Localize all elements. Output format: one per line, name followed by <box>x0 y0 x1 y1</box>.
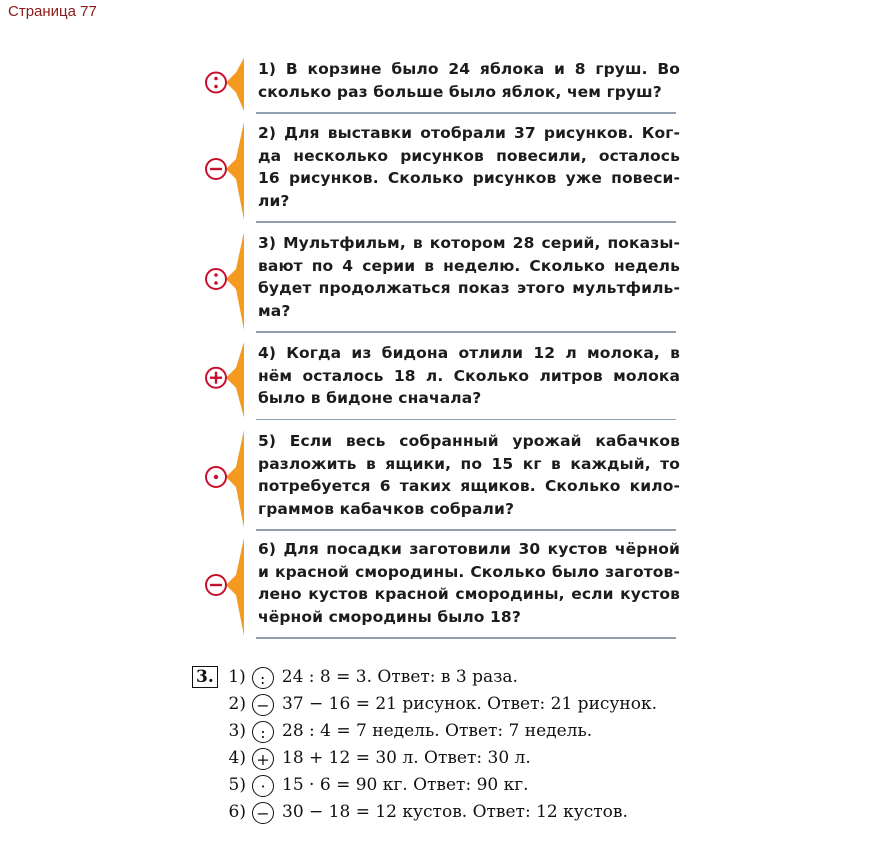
task-line: 3) Мультфильм, в котором 28 серий, показы- <box>258 234 680 252</box>
task-item <box>196 538 696 640</box>
task-text <box>258 538 680 628</box>
task-text <box>258 342 680 410</box>
plus-icon <box>196 342 246 418</box>
answer-line <box>192 799 628 825</box>
task-text <box>258 122 680 212</box>
answer-text: 24 : 8 = 3. Ответ: в 3 раза. <box>281 667 518 687</box>
task-divider <box>256 419 676 421</box>
task-line: 1) В корзине было 24 яблока и 8 груш. Во <box>258 60 680 78</box>
task-line: 16 рисунков. Сколько рисунков уже повеси- <box>258 169 680 187</box>
answer-number: 1) <box>228 667 246 687</box>
task-line: 5) Если весь собранный урожай кабачков <box>258 432 680 450</box>
task-line: и красной смородины. Сколько было заготов- <box>258 562 680 581</box>
task-item <box>196 232 696 334</box>
answer-number: 4) <box>228 748 246 768</box>
operation-sign-icon: + <box>252 748 274 770</box>
task-text <box>258 58 680 103</box>
operation-sign-icon: : <box>252 721 274 743</box>
task-text <box>258 430 680 520</box>
divide-icon <box>196 58 246 111</box>
operation-sign-icon: − <box>252 694 274 716</box>
task-line: 4) Когда из бидона отлили 12 л молока, в <box>258 344 680 362</box>
task-text <box>258 232 680 322</box>
operation-marker <box>196 342 242 422</box>
answer-line <box>192 664 518 690</box>
answer-number: 5) <box>228 775 246 795</box>
task-line: да несколько рисунков повесили, осталось <box>258 146 680 165</box>
task-line: ма? <box>258 301 291 320</box>
operation-marker <box>196 232 242 334</box>
task-line: вают по 4 серии в неделю. Сколько недель <box>258 256 680 275</box>
minus-icon <box>196 122 246 220</box>
task-line: чёрной смородины было 18? <box>258 607 521 626</box>
operation-marker <box>196 538 242 640</box>
task-item <box>196 430 696 532</box>
task-line: потребуется 6 таких ящиков. Сколько кило- <box>258 477 680 495</box>
answer-line <box>192 772 529 798</box>
task-line: сколько раз больше было яблок, чем груш? <box>258 82 662 101</box>
task-divider <box>256 331 676 333</box>
task-item <box>196 342 696 422</box>
minus-icon <box>196 538 246 636</box>
task-line: 2) Для выставки отобрали 37 рисунков. Ког- <box>258 124 680 142</box>
task-divider <box>256 221 676 223</box>
answer-number: 2) <box>228 694 246 714</box>
divide-icon <box>196 232 246 330</box>
answer-line <box>192 745 531 771</box>
exercise-number: 3. <box>192 666 218 688</box>
answer-text: 18 + 12 = 30 л. Ответ: 30 л. <box>282 748 531 768</box>
task-divider <box>256 112 676 114</box>
answer-text: 37 − 16 = 21 рисунок. Ответ: 21 рисунок. <box>282 694 658 714</box>
task-line: граммов кабачков собрали? <box>258 499 515 518</box>
task-line: нём осталось 18 л. Сколько литров молока <box>258 366 680 385</box>
operation-sign-icon: · <box>252 775 274 797</box>
answer-text: 15 · 6 = 90 кг. Ответ: 90 кг. <box>282 775 529 795</box>
task-divider <box>256 529 676 531</box>
multiply-icon <box>196 430 246 528</box>
task-line: ли? <box>258 191 290 210</box>
answer-number: 3) <box>228 721 246 741</box>
task-line: будет продолжаться показ этого мультфиль- <box>258 279 680 297</box>
task-line: лено кустов красной смородины, если кустов <box>258 585 680 603</box>
task-line: разложить в ящики, по 15 кг в каждый, то <box>258 454 680 473</box>
operation-marker <box>196 122 242 224</box>
page-title: Страница 77 <box>8 3 97 20</box>
task-line: 6) Для посадки заготовили 30 кустов чёрной <box>258 540 680 558</box>
operation-marker <box>196 58 242 115</box>
answer-number: 6) <box>228 802 246 822</box>
task-divider <box>256 637 676 639</box>
answer-text: 30 − 18 = 12 кустов. Ответ: 12 кустов. <box>282 802 628 822</box>
operation-marker <box>196 430 242 532</box>
answer-text: 28 : 4 = 7 недель. Ответ: 7 недель. <box>282 721 593 741</box>
operation-sign-icon: − <box>252 802 274 824</box>
task-item <box>196 58 696 115</box>
task-item <box>196 122 696 224</box>
operation-sign-icon: : <box>252 667 274 689</box>
answer-line <box>192 691 657 717</box>
task-line: было в бидоне сначала? <box>258 389 482 407</box>
answer-line <box>192 718 592 744</box>
